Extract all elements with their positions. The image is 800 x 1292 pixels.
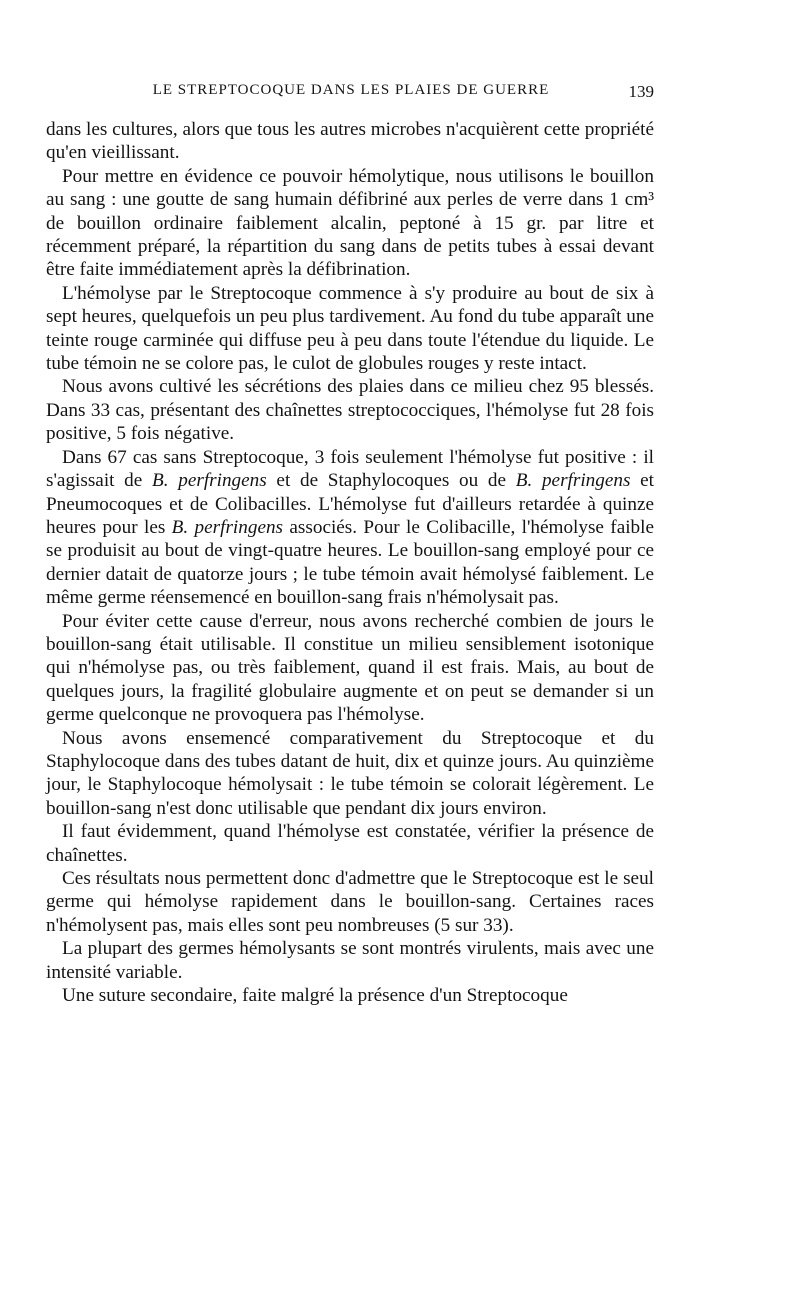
paragraph-text: et de Staphylocoques ou de — [266, 470, 516, 492]
paragraph: La plupart des germes hémolysants se sont montrés virulents, mais avec une intensité variable. — [46, 938, 654, 983]
paragraph-text: et Pneumocoques et de Colibacilles. L'hémolyse fut d'ailleurs retardée à quinze heures pour les — [46, 470, 654, 538]
species-name: B. perfringens — [152, 470, 267, 492]
paragraph: dans les cultures, alors que tous les autres microbes n'acquièrent cette propriété qu'en vieillissant. — [46, 119, 654, 164]
paragraph: L'hémolyse par le Streptocoque commence à s'y produire au bout de six à sept heures, quelquefois un peu plus tardivement. Au fond du tube apparaît une teinte rouge carminée qui diffuse peu à peu dans toute l'étendue du liquide. Le tube témoin ne se colore pas, le culot de globules rouges y reste intact. — [46, 282, 654, 375]
body-text — [46, 118, 654, 1007]
paragraph: Pour éviter cette cause d'erreur, nous avons recherché combien de jours le bouillon-sang était utilisable. Il constitue un milieu sensiblement isotonique qui n'hémolyse pas, ou très faiblement, quand il est frais. Mais, au bout de quelques jours, la fragilité globulaire augmente et on peut se demander si un germe quelconque ne provoquera pas l'hémolyse. — [46, 610, 654, 726]
paragraph: Il faut évidemment, quand l'hémolyse est constatée, vérifier la présence de chaînettes. — [46, 821, 654, 866]
paragraph: Une suture secondaire, faite malgré la présence d'un Streptocoque — [62, 985, 568, 1007]
paragraph: Nous avons ensemencé comparativement du Streptocoque et du Staphylocoque dans des tubes datant de huit, dix et quinze jours. Au quinzième jour, le Staphylocoque hémolysait : le tube témoin se colorait légèrement. Le bouillon-sang n'est donc utilisable que pendant dix jours environ. — [46, 727, 654, 819]
page-header — [48, 80, 654, 104]
paragraph — [46, 446, 654, 610]
paragraph: Pour mettre en évidence ce pouvoir hémolytique, nous utilisons le bouillon au sang : une goutte de sang humain défibriné aux perles de verre dans 1 cm³ de bouillon ordinaire faiblement alcalin, peptoné à 15 gr. par litre et récemment préparé, la répartition du sang dans de petits tubes à essai devant être faite immédiatement après la défibrination. — [46, 165, 654, 281]
running-head: LE STREPTOCOQUE DANS LES PLAIES DE GUERRE — [152, 82, 550, 98]
paragraph: Nous avons cultivé les sécrétions des plaies dans ce milieu chez 95 blessés. Dans 33 cas, présentant des chaînettes streptococciques, l'hémolyse fut 28 fois positive, 5 fois négative. — [46, 376, 654, 445]
species-name: B. perfringens — [171, 516, 284, 538]
page-number: 139 — [628, 82, 654, 101]
paragraph-text: associés. Pour le Colibacille, l'hémolyse faible se produisit au bout de vingt-quatre heures. Le bouillon-sang employé pour ce dernier datait de quatorze jours ; le tube témoin avait hémolysé faiblement. Le même germe réensemencé en bouillon-sang frais n'hémolysait pas. — [46, 516, 654, 609]
paragraph-text: Dans 67 cas sans Streptocoque, 3 fois seulement l'hémolyse fut positive : il s'agissait de — [46, 446, 654, 492]
species-name: B. perfringens — [515, 470, 631, 492]
paragraph: Ces résultats nous permettent donc d'admettre que le Streptocoque est le seul germe qui hémolyse rapidement dans le bouillon-sang. Certaines races n'hémolysent pas, mais elles sont peu nombreuses (5 sur 33). — [46, 868, 654, 936]
